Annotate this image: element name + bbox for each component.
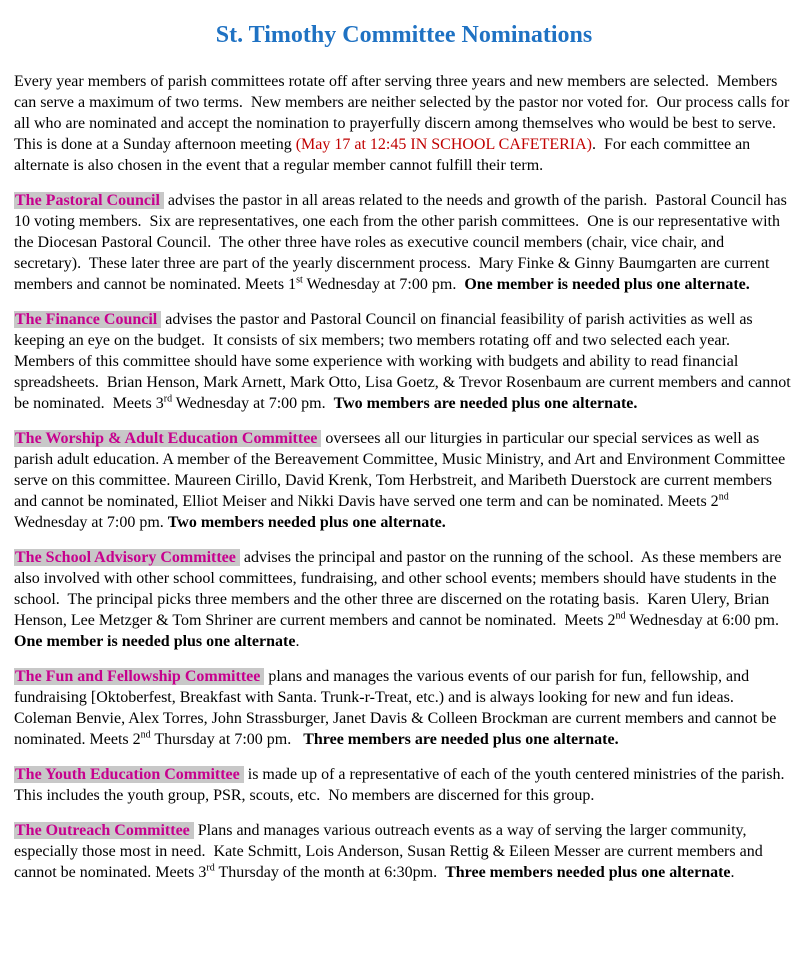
ordinal-superscript: nd (140, 729, 151, 741)
ordinal-superscript: nd (615, 610, 626, 622)
members-needed-note: Three members are needed plus one alternate. (303, 731, 619, 748)
section-worship-adult-education (14, 428, 794, 533)
section-body: advises the pastor and Pastoral Council on financial feasibility of parish activities as well as keeping an eye on the budget. It consists of six members; two members rotating off and two selected each year. Members of this committee should have some experience with working with budgets and ability to read financial spreadsheets. Brian Henson, Mark Arnett, Mark Otto, Lisa Goetz, & Trevor Rosenbaum are current members and cannot be nominated. Meets 3 (14, 311, 795, 412)
committee-heading: The Outreach Committee (14, 822, 194, 839)
section-finance-council (14, 309, 794, 414)
members-needed-note: Two members are needed plus one alternate. (333, 395, 638, 412)
section-body-after: Thursday of the month at 6:30pm. (214, 864, 446, 881)
page-title: St. Timothy Committee Nominations (215, 22, 593, 48)
ordinal-superscript: rd (163, 393, 173, 405)
section-body: plans and manages the various events of our parish for fun, fellowship, and fundraising [Oktoberfest, Breakfast with Santa. Trunk-r-Treat, etc.) and is always looking for new and fun ideas. Coleman Benvie, Alex Torres, John Strassburger, Janet Davis & Colleen Brockman are current members and cannot be nominated. Meets 2 (14, 668, 781, 748)
section-body-after: Thursday at 7:00 pm. (150, 731, 304, 748)
section-pastoral-council (14, 190, 794, 295)
section-body-after: Wednesday at 7:00 pm. (172, 395, 334, 412)
section-body: oversees all our liturgies in particular our special services as well as parish adult education. A member of the Bereavement Committee, Music Ministry, and Art and Environment Committee serve on this committee. Maureen Cirillo, David Krenk, Tom Herbstreit, and Maribeth Duerstock are current members and cannot be nominated, Elliot Meiser and Nikki Davis have served one term and can be nominated. Meets 2 (14, 430, 790, 510)
section-body: is made up of a representative of each of the youth centered ministries of the parish. This includes the youth group, PSR, scouts, etc. No members are discerned for this group. (14, 766, 793, 804)
committee-heading: The Pastoral Council (14, 192, 164, 209)
members-needed-note: One member is needed plus one alternate. (464, 276, 750, 293)
section-youth-education (14, 764, 794, 806)
ordinal-superscript: nd (718, 491, 729, 503)
section-body-after: Wednesday at 6:00 pm. (625, 612, 787, 629)
ordinal-superscript: st (296, 274, 303, 286)
members-needed-note: Three members needed plus one alternate (445, 864, 731, 881)
committee-heading: The Worship & Adult Education Committee (14, 430, 321, 447)
ordinal-superscript: rd (206, 862, 215, 874)
section-body: advises the principal and pastor on the running of the school. As these members are also involved with other school committees, fundraising, and other school events; members should have students in the school. The principal picks three members and the other three are discerned on the rotating basis. Karen Ulery, Brian Henson, Lee Metzger & Tom Shriner are current members and cannot be nominated. Meets 2 (14, 549, 786, 629)
section-tail: . (730, 864, 735, 881)
committee-heading: The School Advisory Committee (14, 549, 240, 566)
intro-paragraph (14, 71, 794, 176)
section-outreach (14, 820, 794, 883)
members-needed-note: Two members needed plus one alternate. (167, 514, 446, 531)
committee-heading: The Finance Council (14, 311, 161, 328)
section-body-after: Wednesday at 7:00 pm. (302, 276, 465, 293)
section-body: advises the pastor in all areas related to the needs and growth of the parish. Pastoral Council has 10 voting members. Six are representatives, one each from the other parish committees. One is our representative with the Diocesan Pastoral Council. The other three have roles as executive council members (chair, vice chair, and secretary). These later three are part of the yearly discernment process. Mary Finke & Ginny Baumgarten are current members and cannot be nominated. Meets 1 (14, 192, 791, 293)
section-body: Plans and manages various outreach events as a way of serving the larger community, especially those most in need. Kate Schmitt, Lois Anderson, Susan Rettig & Eileen Messer are current members and cannot be nominated. Meets 3 (14, 822, 767, 881)
intro-text-after: . For each committee an alternate is also chosen in the event that a regular member cannot fulfill their term. (14, 136, 755, 174)
intro-text-before: Every year members of parish committees rotate off after serving three years and new members are selected. Members can serve a maximum of two terms. New members are neither selected by the pastor nor voted for. Our process calls for all who are nominated and accept the nomination to prayerfully discern among themselves who would be best to serve. This is done at a Sunday afternoon meeting (14, 73, 794, 153)
section-tail: . (295, 633, 300, 650)
committee-heading: The Fun and Fellowship Committee (14, 668, 264, 685)
members-needed-note: One member is needed plus one alternate (14, 633, 296, 650)
section-body-after: Wednesday at 7:00 pm. (14, 493, 733, 531)
committee-heading: The Youth Education Committee (14, 766, 244, 783)
meeting-date-highlight: (May 17 at 12:45 IN SCHOOL CAFETERIA) (295, 136, 592, 153)
section-school-advisory (14, 547, 794, 652)
section-fun-fellowship (14, 666, 794, 750)
